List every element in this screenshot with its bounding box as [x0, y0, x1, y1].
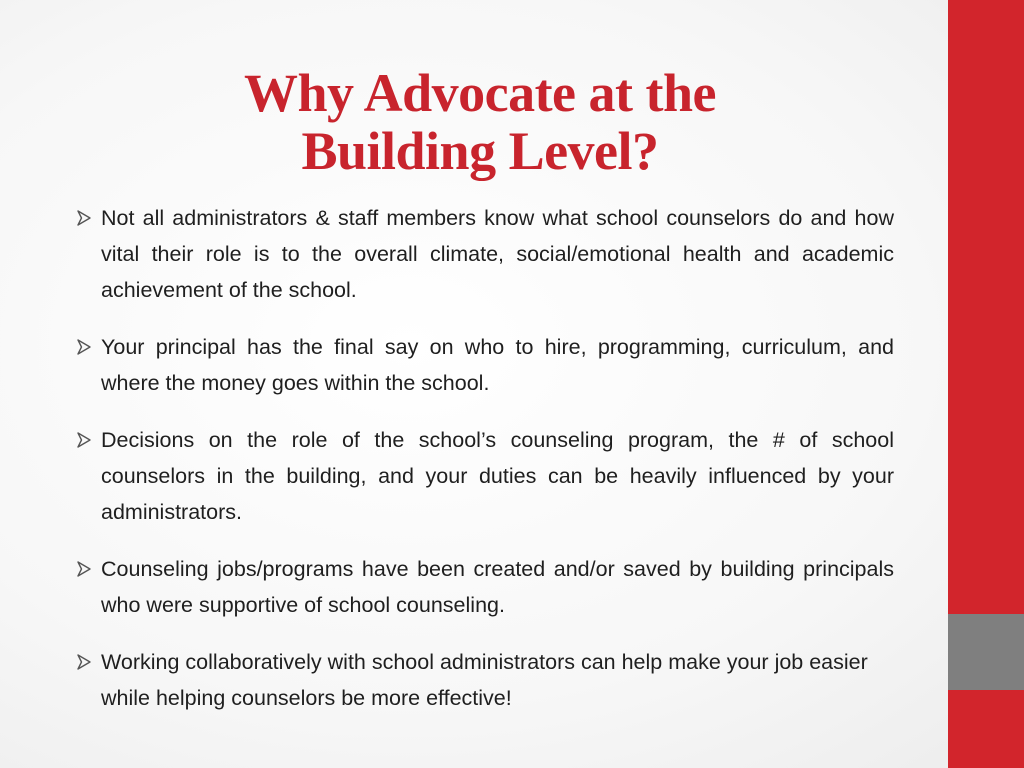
bullet-list — [76, 200, 894, 737]
bullet-item — [76, 551, 894, 623]
bullet-item — [76, 644, 894, 716]
arrowhead-bullet-icon — [76, 654, 92, 670]
arrowhead-bullet-icon — [76, 561, 92, 577]
title-line-1: Why Advocate at the — [244, 63, 716, 124]
side-bar-red-top — [948, 0, 1024, 614]
bullet-text: Decisions on the role of the school’s counseling program, the # of school counselors in the building, and your duties can be heavily influenced by your administrators. — [101, 428, 894, 524]
bullet-text: Your principal has the final say on who to hire, programming, curriculum, and where the money goes within the school. — [101, 335, 894, 395]
side-accent-bar — [948, 0, 1024, 768]
side-bar-red-bottom — [948, 690, 1024, 768]
arrowhead-bullet-icon — [76, 210, 92, 226]
bullet-text: Working collaboratively with school administrators can help make your job easier while helping counselors be more effective! — [101, 650, 868, 710]
slide-title — [120, 64, 840, 180]
arrowhead-bullet-icon — [76, 432, 92, 448]
bullet-item — [76, 200, 894, 308]
bullet-item — [76, 422, 894, 530]
bullet-text: Not all administrators & staff members know what school counselors do and how vital their role is to the overall climate, social/emotional health and academic achievement of the school. — [101, 206, 894, 302]
title-line-2: Building Level? — [301, 121, 659, 182]
bullet-item — [76, 329, 894, 401]
bullet-text: Counseling jobs/programs have been created and/or saved by building principals who were supportive of school counseling. — [101, 557, 894, 617]
side-bar-gray-block — [948, 614, 1024, 690]
arrowhead-bullet-icon — [76, 339, 92, 355]
